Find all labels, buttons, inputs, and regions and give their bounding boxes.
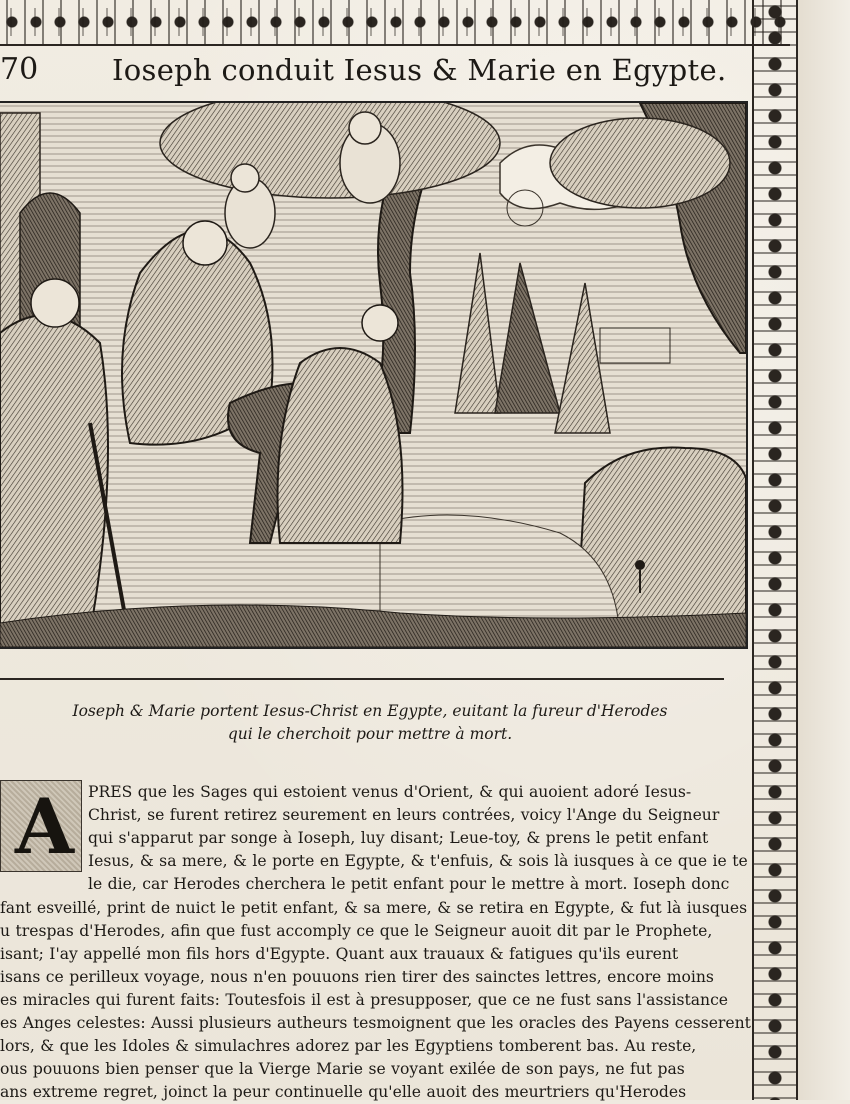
body-line: isant; I'ay appellé mon fils hors d'Egypte. Quant aux trauaux & fatigues qu'ils eurent xyxy=(0,945,679,963)
body-line: isans ce perilleux voyage, nous n'en pouuons rien tirer des sainctes lettres, encore moins xyxy=(0,968,714,986)
page-number: 70 xyxy=(0,52,39,87)
body-line: PRES que les Sages qui estoient venus d'Orient, & qui auoient adoré Iesus- xyxy=(88,783,692,801)
body-line: u trespas d'Herodes, afin que fust accomply ce que le Seigneur auoit dit par le Prophete, xyxy=(0,922,713,940)
drop-cap-letter: A xyxy=(15,782,74,871)
body-line: es Anges celestes: Aussi plusieurs autheurs tesmoignent que les oracles des Payens cesserent xyxy=(0,1014,751,1032)
body-line: Iesus, & sa mere, & le porte en Egypte, & t'enfuis, & sois là iusques à ce que ie te xyxy=(88,852,748,870)
page-title: Ioseph conduit Iesus & Marie en Egypte. xyxy=(112,53,727,87)
body-line: Christ, se furent retirez seurement en leurs contrées, voicy l'Ange du Seigneur xyxy=(88,806,720,824)
drop-cap xyxy=(0,780,82,872)
body-line: es miracles qui furent faits: Toutesfois il est à presupposer, que ce ne fust sans l'assistance xyxy=(0,991,729,1009)
engraving-art xyxy=(0,103,746,647)
body-line: fant esveillé, print de nuict le petit enfant, & sa mere, & se retira en Egypte, & fut là iusques xyxy=(0,899,748,917)
separator-rule xyxy=(0,678,724,680)
ornamental-border-right xyxy=(752,0,798,1100)
adjacent-page-edge xyxy=(798,0,850,1100)
caption-line: qui le cherchoit pour mettre à mort. xyxy=(227,725,513,743)
body-line: qui s'apparut par songe à Ioseph, luy disant; Leue-toy, & prens le petit enfant xyxy=(88,829,709,847)
body-line: ans extreme regret, joinct la peur continuelle qu'elle auoit des meurtriers qu'Herodes xyxy=(0,1083,687,1101)
woodcut-illustration xyxy=(0,101,748,649)
ornamental-border-top xyxy=(0,0,790,46)
body-line: le die, car Herodes cherchera le petit enfant pour le mettre à mort. Ioseph donc xyxy=(88,875,730,893)
body-line: ous pouuons bien penser que la Vierge Marie se voyant exilée de son pays, ne fut pas xyxy=(0,1060,685,1078)
caption-line: Ioseph & Marie portent Iesus-Christ en Egypte, euitant la fureur d'Herodes xyxy=(72,702,668,720)
body-line: lors, & que les Idoles & simulachres adorez par les Egyptiens tomberent bas. Au reste, xyxy=(0,1037,697,1055)
illustration-caption xyxy=(0,700,740,746)
